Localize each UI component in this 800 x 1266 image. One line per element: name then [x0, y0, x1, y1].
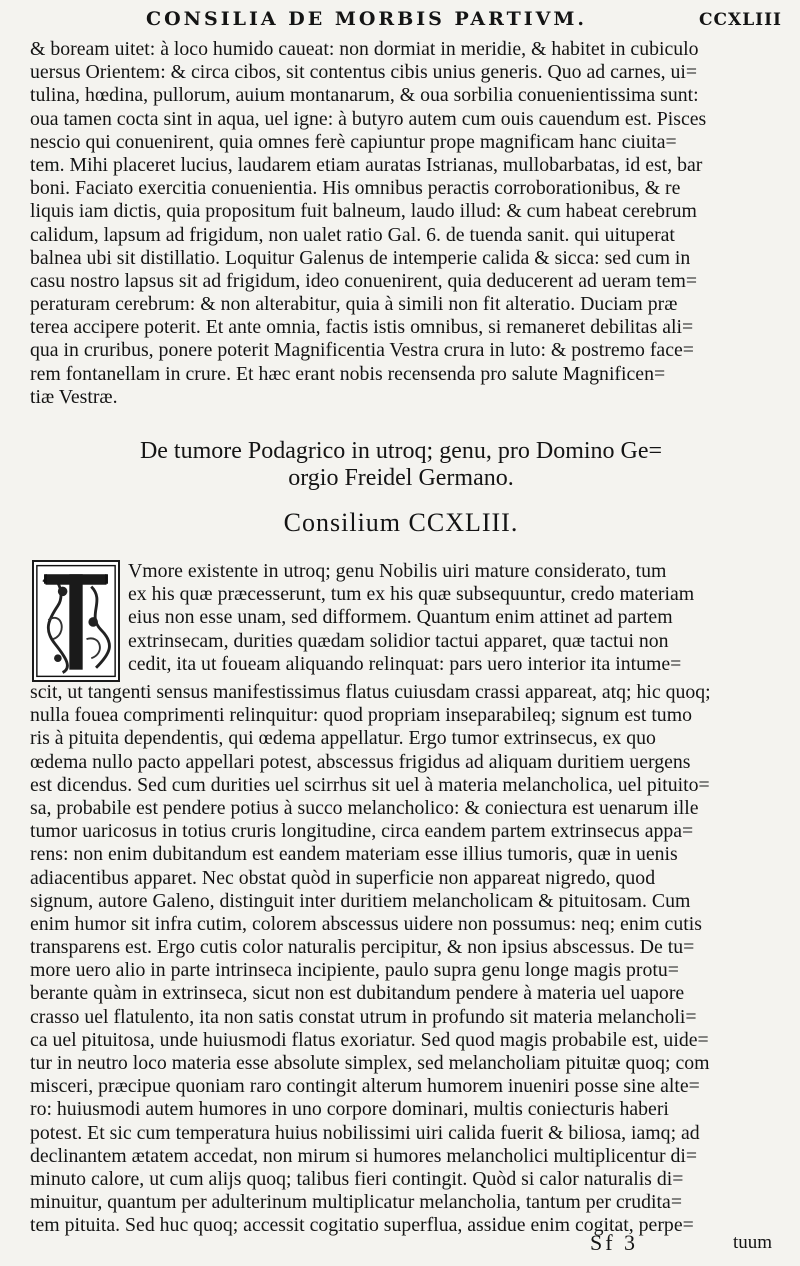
text-line: peraturam cerebrum: & non alterabitur, quia à simili non fit alteratio. Duciam præ — [30, 293, 678, 316]
text-line: casu nostro lapsus sit ad frigidum, ideo conuenirent, quia deducerent ad ueram tem= — [30, 269, 698, 292]
consilium-opening-lines — [128, 560, 772, 676]
text-line: oua tamen cocta sint in aqua, uel igne: à butyro autem cum ouis cauendum est. Pisces — [30, 107, 707, 130]
folio-number: CCXLIII — [698, 10, 782, 30]
text-line: ro: huiusmodi autem humores in uno corpore dominari, multis coniecturis haberi — [30, 1098, 669, 1121]
text-line: liquis iam dictis, quia propositum fuit balneum, laudo illud: & cum habeat cerebrum — [30, 200, 697, 223]
text-line: cedit, ita ut foueam aliquando relinquat: pars uero interior ita intume= — [128, 652, 682, 675]
ornament-initial-icon — [34, 562, 118, 680]
section-heading-line-2: orgio Freidel Germano. — [288, 465, 514, 491]
text-line: nulla fouea comprimenti relinquitur: quod propriam inseparabileq; signum est tumo — [30, 704, 692, 727]
text-line: rem fontanellam in crure. Et hæc erant nobis recensenda pro salute Magnificen= — [30, 362, 666, 385]
text-line: tulina, hœdina, pullorum, auium montanarum, & oua sorbilia conuenientissima sunt: — [30, 84, 699, 107]
text-line: & boream uitet: à loco humido caueat: non dormiat in meridie, & habitet in cubiculo — [30, 38, 699, 60]
text-line: boni. Faciato exercitia conuenientia. His omnibus peractis corroborationibus, & re — [30, 177, 681, 200]
text-line: uersus Orientem: & circa cibos, sit contentus cibis unius generis. Quo ad carnes, ui= — [30, 61, 698, 84]
text-line: tumor uaricosus in totius cruris longitudine, circa eandem partem extrinsecus appa= — [30, 820, 694, 843]
text-line: œdema nullo pacto appellari potest, abscessus frigidus ad aliquam duritiem uergens — [30, 750, 691, 773]
text-line: crasso uel flatulento, ita non satis constat utrum in profundo sit materia melancholi= — [30, 1005, 697, 1028]
text-line: transparens est. Ergo cutis color naturalis percipitur, & non ipsius abscessus. De tu= — [30, 936, 695, 959]
text-line: balnea ubi sit distillatio. Loquitur Galenus de intemperie calida & sicca: sed cum in — [30, 246, 691, 269]
text-line: tiæ Vestræ. — [30, 385, 118, 408]
text-line: qua in cruribus, ponere poterit Magnificentia Vestra crura in luto: & postremo face= — [30, 339, 694, 362]
consilium-body — [30, 681, 772, 1238]
text-line: ca uel pituitosa, unde huiusmodi flatus exoriatur. Sed quod magis probabile est, uide= — [30, 1028, 709, 1051]
catchword: tuum — [732, 1232, 772, 1253]
running-head — [28, 6, 782, 34]
paragraph-preceding-consilium — [30, 38, 772, 409]
running-title: CONSILIA DE MORBIS PARTIVM. — [146, 8, 587, 30]
consilium-title: Consilium CCXLIII. — [283, 508, 519, 537]
text-line: ex his quæ præcesserunt, tum ex his quæ subsequuntur, credo materiam — [128, 583, 695, 606]
text-line: tem pituita. Sed huc quoq; accessit cogitatio superflua, assidue enim cogitat, perpe= — [30, 1214, 694, 1237]
text-line: eius non esse unam, sed difformem. Quantum enim attinet ad partem — [128, 606, 673, 629]
text-line: signum, autore Galeno, distinguit inter duritiem melancholicam & pituitosam. Cum — [30, 889, 691, 912]
text-line: minuto calore, ut cum alijs quoq; talibus fieri contingit. Quòd si calor naturalis di= — [30, 1167, 684, 1190]
text-line: extrinsecam, durities quædam solidior tactui apparet, quæ tactui non — [128, 629, 669, 652]
text-line: potest. Et sic cum temperatura huius nobilissimi uiri calida fuerit & biliosa, iamq; ad — [30, 1121, 700, 1144]
text-line: calidum, lapsum ad frigidum, non ualet ratio Gal. 6. de tuenda sanit. qui uituperat — [30, 223, 675, 246]
signature-mark: Sf 3 — [590, 1230, 639, 1255]
decorated-initial-letter — [32, 560, 120, 682]
text-line: tur in neutro loco materia esse absolute simplex, sed melancholiam pituitæ quoq; com — [30, 1052, 710, 1074]
text-line: berante quàm in extrinseca, sicut non est dubitandum pendere à materia uel uapore — [30, 982, 685, 1005]
text-line: tem. Mihi placeret lucius, laudarem etiam auratas Istrianas, mullobarbatas, id est, bar — [30, 153, 703, 176]
text-line: misceri, præcipue quoniam raro contingit alterum humorem inueniri posse sine alte= — [30, 1075, 700, 1098]
text-line: more uero alio in parte intrinseca incipiente, paulo supra genu longe magis protu= — [30, 959, 679, 982]
text-line: est dicendus. Sed cum durities uel scirrhus sit uel à materia melancholica, uel pituito= — [30, 773, 710, 796]
text-line: ris à pituita dependentis, qui œdema appellatur. Ergo tumor extrinsecus, ex quo — [30, 727, 656, 750]
text-line: nescio qui conuenirent, quia omnes ferè capiuntur prope magnificam hanc ciuita= — [30, 130, 677, 153]
text-line: rens: non enim dubitandum est eandem materiam esse illius tumoris, quæ in uenis — [30, 843, 678, 866]
section-heading-line-1: De tumore Podagrico in utroq; genu, pro Domino Ge= — [139, 438, 663, 464]
text-line: declinantem ætatem accedat, non mirum si humores melancholici multiplicentur di= — [30, 1144, 698, 1167]
text-line: Vmore existente in utroq; genu Nobilis uiri mature considerato, tum — [128, 560, 667, 582]
text-line: terea accipere poterit. Et ante omnia, factis istis omnibus, si remaneret debilitas ali= — [30, 316, 694, 339]
text-line: minuitur, quantum per adulterinum multiplicatur melancholia, tantum per crudita= — [30, 1191, 682, 1214]
text-line: scit, ut tangenti sensus manifestissimus flatus cuiusdam crassi appareat, atq; hic quoq; — [30, 681, 711, 703]
page-footer — [30, 1230, 772, 1260]
text-line: enim humor sit infra cutim, colorem abscessus uidere non possumus: neq; enim cutis — [30, 912, 702, 935]
text-line: sa, probabile est pendere potius à succo melancholico: & coniectura est uenarum ille — [30, 796, 699, 819]
text-line: adiacentibus apparet. Nec obstat quòd in superficie non appareat nigredo, quod — [30, 866, 656, 889]
